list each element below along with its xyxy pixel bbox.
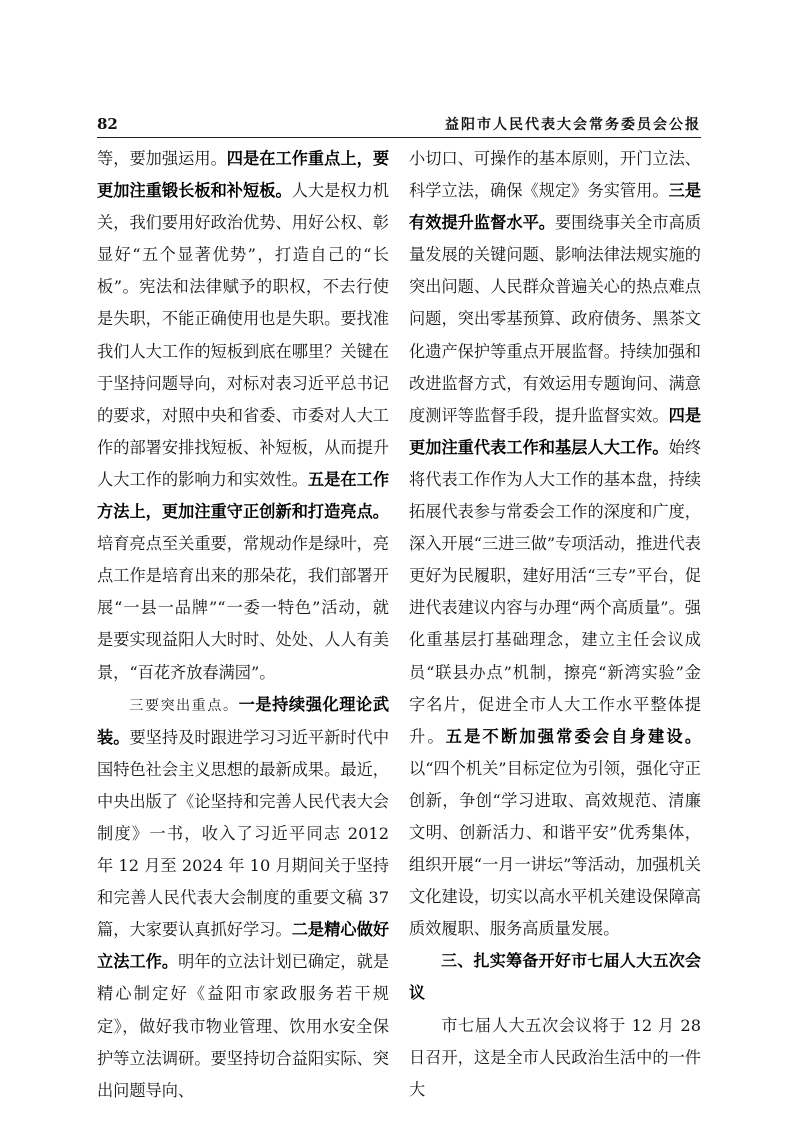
bold-point: 四是更加注重代表工作和基层人大工作。 — [409, 405, 702, 457]
header-rule — [97, 137, 701, 138]
body-text: 小切口、可操作的基本原则，开门立法、科学立法，确保《规定》务实管用。 — [409, 149, 701, 201]
journal-title: 益阳市人民代表大会常务委员会公报 — [445, 117, 701, 133]
bold-point: 五是不断加强常委会自身建设。 — [445, 726, 702, 746]
paragraph: 市七届人大五次会议将于 12 月 28 日召开，这是全市人民政治生活中的一件大 — [409, 1015, 701, 1099]
body-text: 人大是权力机关，我们要用好政治优势、用好公权、彰显好“五个显著优势”，打造自己的“长板”。宪法和法律赋予的职权，不去行使是失职，不能正确使用也是失职。要找准我们人大工作的短板到底在哪里？关键在于坚持问题导向，对标对表习近平总书记的要求，对照中央和省委、市委对人大工作的部署安排找短板、补短板，从而提升人大工作的影响力和实效性。 — [97, 181, 390, 489]
body-text: 以“四个机关”目标定位为引领，强化守正创新，争创“学习进取、高效规范、清廉文明、创新活力、和谐平安”优秀集体，组织开展“一月一讲坛”等活动，加强机关文化建设，切实以高水平机关建设保障高质效履职、服务高质量发展。 — [409, 758, 701, 939]
body-text: 始终将代表工作作为人大工作的基本盘，持续拓展代表参与常委会工作的深度和广度，深入开展“三进三做”专项活动，推进代表更好为民履职，建好用活“三专”平台，促进代表建议内容与办理“两个高质量”。强化重基层打基础理念，建立主任会议成员“联县办点”机制，擦亮“新湾实验”金字名片，促进全市人大工作水平整体提升。 — [409, 437, 702, 746]
bold-point: 五是在工作方法上，更加注重守正创新和打造亮点。 — [97, 469, 390, 522]
page-number: 82 — [97, 115, 118, 133]
bold-point: 二是精心做好立法工作。 — [97, 920, 390, 972]
right-column — [409, 143, 701, 1106]
section-lead: 三要突出重点。 — [129, 697, 239, 714]
page-header — [97, 112, 701, 138]
paragraph — [97, 143, 389, 689]
paragraph — [97, 689, 389, 1107]
body-text: 明年的立法计划已确定，就是精心制定好《益阳市家政服务若干规定》，做好我市物业管理、饮用水安全保护等立法调研。要坚持切合益阳实际、突出问题导向、 — [97, 952, 390, 1100]
left-column — [97, 143, 389, 1107]
bold-point: 四是在工作重点上，要更加注重锻长板和补短板。 — [97, 149, 390, 201]
body-text: 要坚持及时跟进学习习近平新时代中国特色社会主义思想的最新成果。最近，中央出版了《论坚持和完善人民代表大会制度》一书，收入了习近平同志 2012 年 12 月至 2024 年 10 月期间关于坚持和完善人民代表大会制度的重要文稿 37 篇，大家要认真抓好学习。 — [97, 727, 390, 940]
body-text: 等，要加强运用。 — [97, 149, 227, 168]
body-text: 培育亮点至关重要，常规动作是绿叶，亮点工作是培育出来的那朵花，我们部署开展“一县一品牌”“一委一特色”活动，就是要实现益阳人大时时、处处、人人有美景，“百花齐放春满园”。 — [97, 534, 389, 682]
paragraph — [409, 143, 701, 945]
body-text: 要围绕事关全市高质量发展的关键问题、影响法律法规实施的突出问题、人民群众普遍关心的热点难点问题，突出零基预算、政府债务、黑茶文化遗产保护等重点开展监督。持续加强和改进监督方式，有效运用专题询问、满意度测评等监督手段，提升监督实效。 — [409, 213, 702, 425]
bold-point: 一是持续强化理论武装。 — [97, 694, 390, 747]
bold-point: 三是有效提升监督水平。 — [409, 181, 702, 233]
section-heading: 三、扎实筹备开好市七届人大五次会议 — [409, 951, 701, 1003]
